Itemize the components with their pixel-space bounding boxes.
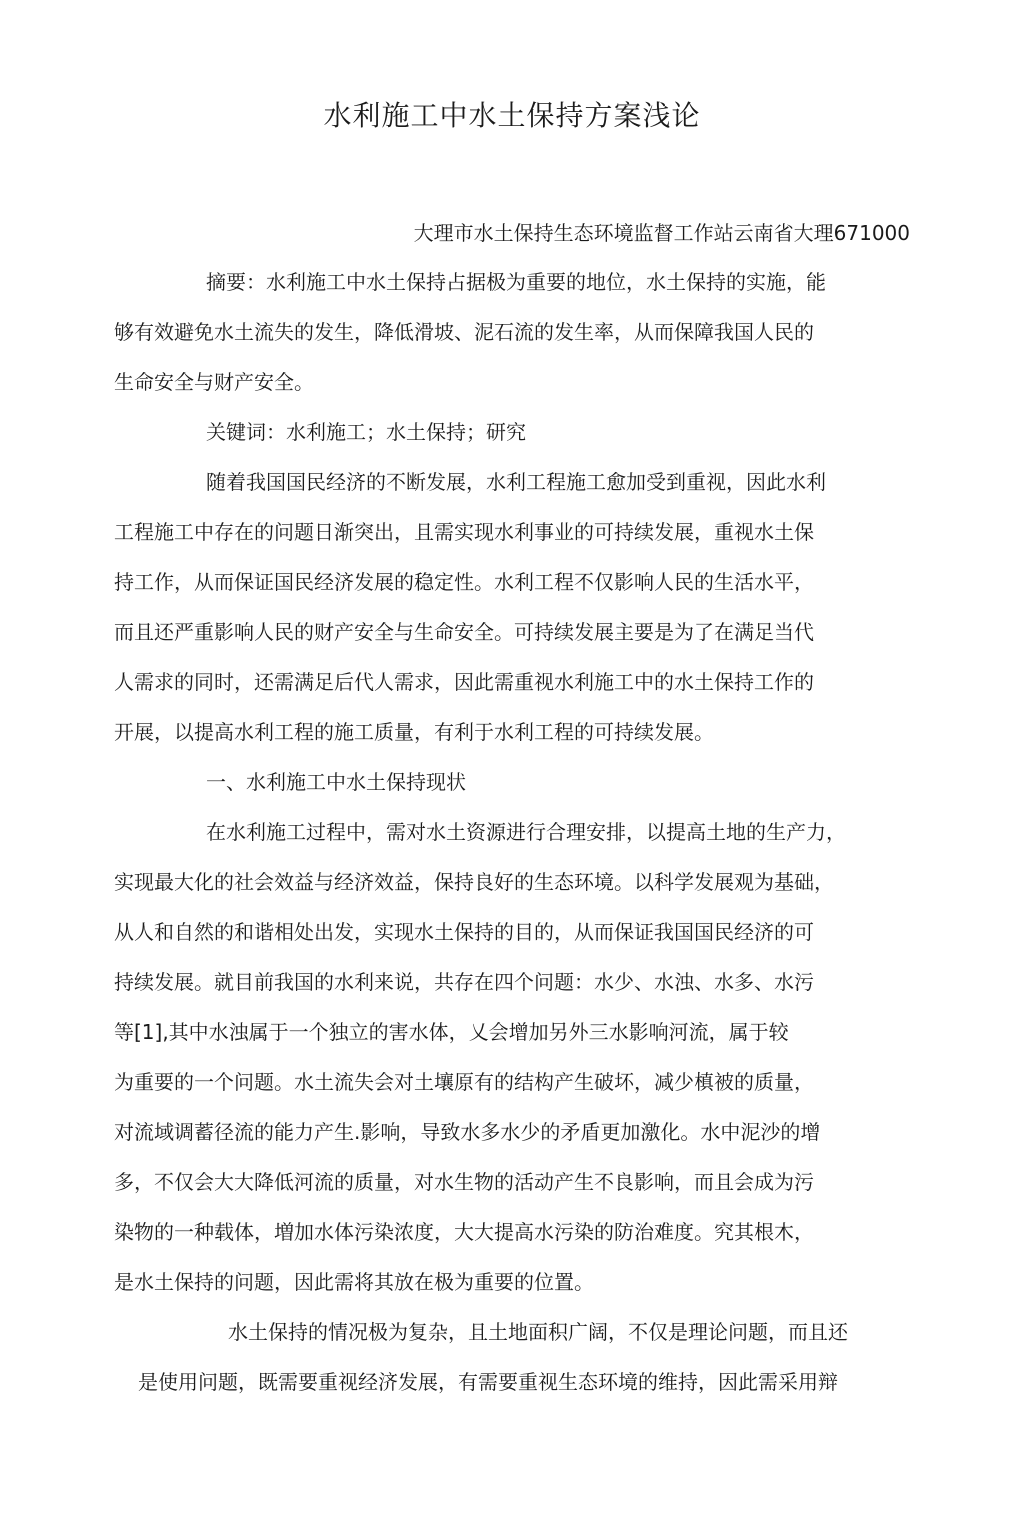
body-text-line: 为重要的一个问题。水土流失会对土壤原有的结构产生破坏，减少槙被的质量， xyxy=(114,1070,814,1094)
abstract-line: 生命安全与财产安全。 xyxy=(114,370,314,394)
body-text-line: 多，不仅会大大降低河流的质量，对水生物的活动产生不良影响，而且会成为污 xyxy=(114,1170,814,1194)
abstract-line: 够有效避免水土流失的发生，降低滑坡、泥石流的发生率，从而保障我国人民的 xyxy=(114,320,814,344)
body-text-line: 水土保持的情况极为复杂，且土地面积广阔，不仅是理论问题，而且还 xyxy=(228,1320,848,1344)
body-text-line: 是使用问题，既需要重视经济发展，有需要重视生态环境的维持，因此需采用辩 xyxy=(138,1370,838,1394)
body-text-line: 在水利施工过程中，需对水土资源进行合理安排，以提高土地的生产力， xyxy=(206,820,846,844)
body-text-line: 是水土保持的问题，因此需将其放在极为重要的位置。 xyxy=(114,1270,594,1294)
body-text-line: 从人和自然的和谐相处出发，实现水土保持的目的，从而保证我国国民经济的可 xyxy=(114,920,814,944)
body-text-line: 工程施工中存在的问题日渐突出，且需实现水利事业的可持续发展，重视水土保 xyxy=(114,520,814,544)
body-text-line: 对流域调蓄径流的能力产生.影响，导致水多水少的矛盾更加激化。水中泥沙的增 xyxy=(114,1120,821,1144)
keywords-line: 关键词：水利施工；水土保持；研究 xyxy=(206,420,526,444)
body-text-line: 染物的一种载体，増加水体污染浓度，大大提高水污染的防治难度。究其根木， xyxy=(114,1220,814,1244)
body-text-line: 等[1],其中水浊属于一个独立的害水体，乂会增加另外三水影响河流，属于较 xyxy=(114,1020,789,1044)
body-text-line: 人需求的同时，还需满足后代人需求，因此需重视水利施工中的水土保持工作的 xyxy=(114,670,814,694)
body-text-line: 而且还严重影响人民的财产安全与生命安全。可持续发展主要是为了在满足当代 xyxy=(114,620,814,644)
body-text-line: 随着我国国民经济的不断发展，水利工程施工愈加受到重视，因此水利 xyxy=(206,470,826,494)
abstract-line: 摘要：水利施工中水土保持占据极为重要的地位，水土保持的实施，能 xyxy=(206,270,826,294)
body-text-line: 持工作，从而保证国民经济发展的稳定性。水利工程不仅影响人民的生活水平， xyxy=(114,570,814,594)
document-title: 水利施工中水土保持方案浅论 xyxy=(323,99,701,132)
body-text-line: 开展，以提高水利工程的施工质量，有利于水利工程的可持续发展。 xyxy=(114,720,714,744)
body-text-line: 持续发展。就目前我国的水利来说，共存在四个问题：水少、水浊、水多、水污 xyxy=(114,970,814,994)
body-text-line: 实现最大化的社会效益与经济效益，保持良好的生态环境。以科学发展观为基础， xyxy=(114,870,834,894)
author-affiliation: 大理市水土保持生态环境监督工作站云南省大理671000 xyxy=(413,221,910,245)
section-heading: 一、水利施工中水土保持现状 xyxy=(206,770,466,794)
